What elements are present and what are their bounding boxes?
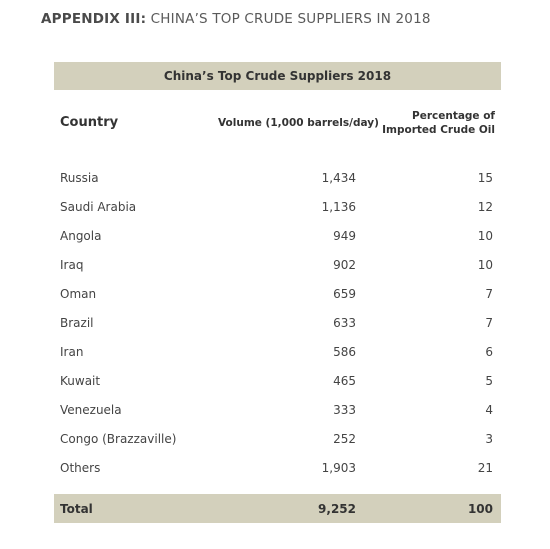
heading-title: CHINA’S TOP CRUDE SUPPLIERS IN 2018 [150,11,431,27]
cell-country: Saudi Arabia [60,200,137,214]
cell-percentage: 6 [485,345,493,359]
cell-volume: 659 [333,287,356,301]
table-row [54,165,501,194]
column-header-country: Country [60,115,119,130]
cell-percentage: 12 [477,200,493,214]
cell-volume: 465 [333,374,356,388]
cell-percentage: 10 [477,229,493,243]
cell-percentage: 15 [477,171,493,185]
heading-prefix: APPENDIX III: [41,11,147,27]
cell-percentage: 7 [485,316,493,330]
cell-volume: 949 [333,229,356,243]
table-row [54,194,501,223]
column-header-percentage [382,109,495,137]
table-row [54,368,501,397]
table-header-row [54,90,501,142]
cell-country: Iraq [60,258,84,272]
table-title: China’s Top Crude Suppliers 2018 [54,62,501,90]
cell-percentage: 10 [477,258,493,272]
total-volume: 9,252 [318,502,356,516]
table-row [54,252,501,281]
cell-country: Iran [60,345,84,359]
column-header-percentage-line1: Percentage of [412,110,495,122]
total-label: Total [60,502,93,516]
cell-volume: 252 [333,432,356,446]
cell-country: Angola [60,229,102,243]
cell-percentage: 4 [485,403,493,417]
column-header-volume: Volume (1,000 barrels/day) [218,117,379,129]
cell-percentage: 7 [485,287,493,301]
cell-percentage: 3 [485,432,493,446]
total-percentage: 100 [467,502,493,516]
table-row [54,310,501,339]
table-row [54,281,501,310]
total-row [54,494,501,523]
cell-volume: 902 [333,258,356,272]
table-row [54,397,501,426]
table-row [54,455,501,484]
cell-volume: 1,903 [321,461,356,475]
cell-percentage: 5 [485,374,493,388]
column-header-percentage-line2: Imported Crude Oil [382,124,495,136]
page-heading [41,11,431,27]
cell-volume: 586 [333,345,356,359]
cell-country: Russia [60,171,99,185]
cell-country: Others [60,461,101,475]
cell-volume: 1,136 [321,200,356,214]
table-body [54,165,501,484]
table-row [54,426,501,455]
cell-country: Venezuela [60,403,122,417]
cell-country: Congo (Brazzaville) [60,432,177,446]
cell-country: Kuwait [60,374,101,388]
cell-volume: 333 [333,403,356,417]
table-row [54,339,501,368]
cell-volume: 633 [333,316,356,330]
cell-country: Oman [60,287,97,301]
suppliers-table [54,62,501,484]
cell-percentage: 21 [477,461,493,475]
cell-country: Brazil [60,316,94,330]
cell-volume: 1,434 [321,171,356,185]
table-row [54,223,501,252]
